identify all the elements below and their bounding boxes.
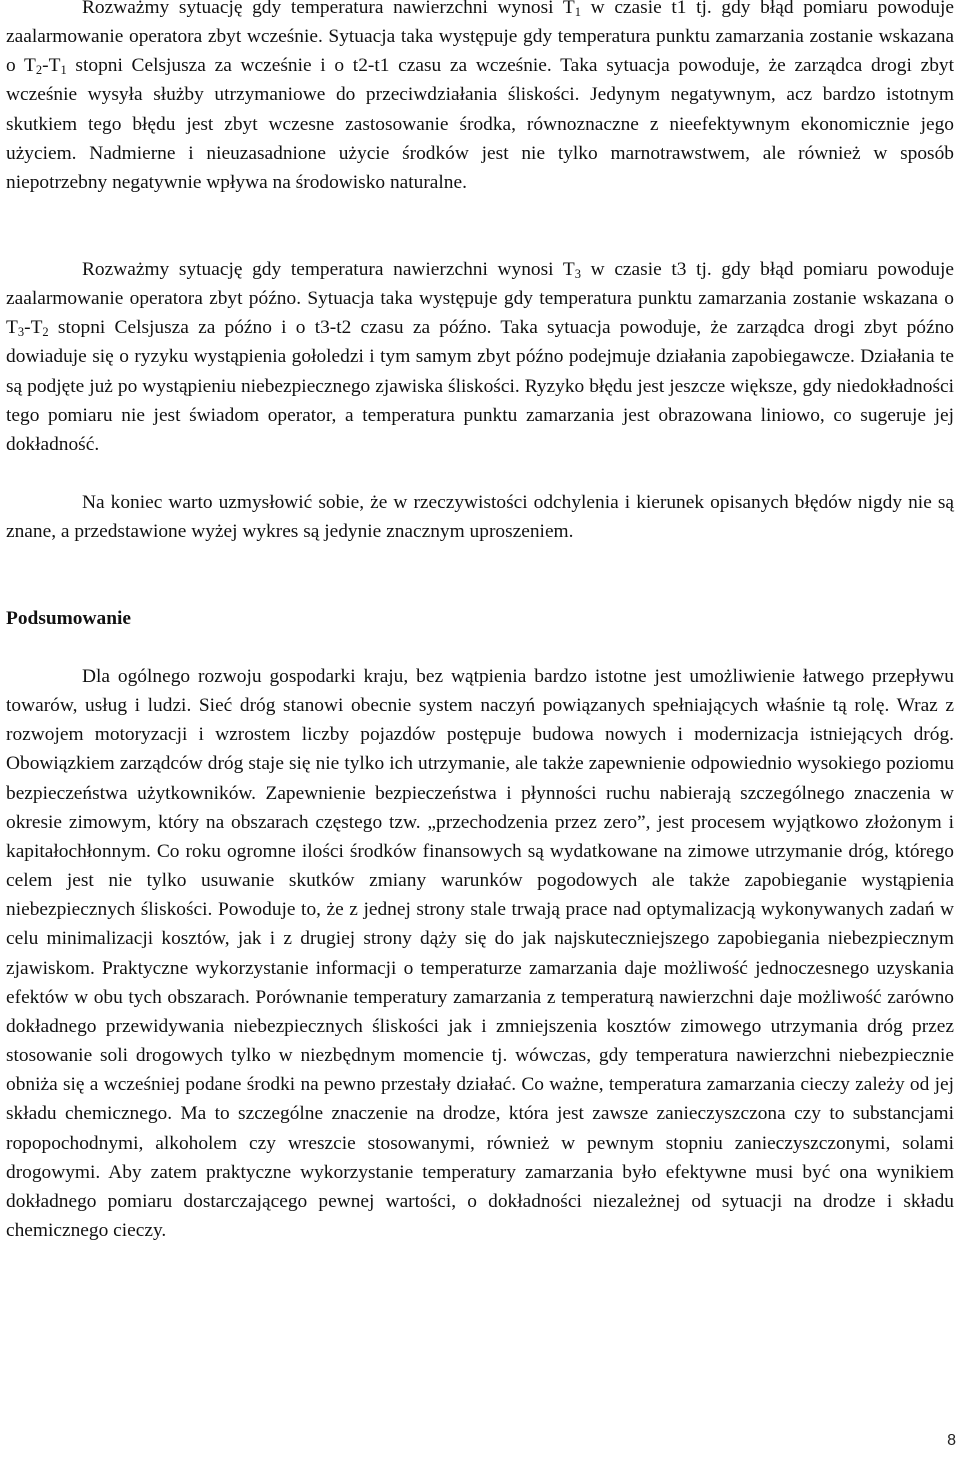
page-number: 8	[947, 1432, 956, 1449]
paragraph-late-alarm	[6, 255, 959, 459]
paragraph-text: -T	[24, 317, 43, 339]
subscript: 2	[42, 325, 49, 340]
paragraph-text: stopni Celsjusza za wcześnie i o t2-t1 czasu za wcześnie. Taka sytuacja powoduje, że zarządca drogi zbyt wcześnie wysyła służby utrzymaniowe do przeciwdziałania śliskości. Jedynym negatywnym, acz bardzo istotnym skutkiem tego błędu jest zbyt wczesne zastosowanie środka, równoznaczne z nieefektywnym ekonomicznie jego użyciem. Nadmierne i nieuzasadnione użycie środków jest nie tylko marnotrawstwem, ale również w sposób niepotrzebny negatywnie wpływa na środowisko naturalne.	[6, 55, 959, 193]
subscript: 2	[35, 63, 43, 78]
document-page	[6, 0, 959, 1460]
paragraph-text: stopni Celsjusza za późno i o t3-t2 czasu za późno. Taka sytuacja powoduje, że zarządca drogi zbyt późno dowiaduje się o ryzyku wystąpienia gołoledzi i tym samym zbyt późno podejmuje działania zapobiegawcze. Działania te są podjęte już po wystąpieniu niebezpiecznego zjawiska śliskości. Ryzyko błędu jest jeszcze większe, gdy niedokładności tego pomiaru nie jest świadom operator, a temperatura punktu zamarzania jest obrazowana liniowo, co sugeruje jej dokładność.	[6, 317, 959, 455]
subscript: 3	[574, 267, 581, 281]
paragraph-text: Rozważmy sytuację gdy temperatura nawierzchni wynosi T	[82, 259, 575, 280]
paragraph-text: Na koniec warto uzmysłowić sobie, że w rzeczywistości odchylenia i kierunek opisanych błędów nigdy nie są znane, a przedstawione wyżej wykres są jedynie znacznym uproszeniem.	[6, 492, 959, 543]
paragraph-early-alarm	[6, 0, 959, 197]
section-heading: Podsumowanie	[6, 608, 131, 629]
paragraph-text: -T	[42, 55, 61, 77]
paragraph-text: w czasie t3 tj. gdy błąd pomiaru powoduje zaalarmowanie operatora zbyt późno. Sytuacja taka występuje gdy temperatura punktu zamarzania zostanie wskazana o T	[6, 259, 959, 339]
paragraph-summary	[6, 662, 959, 1245]
paragraph-conclusion	[6, 488, 959, 546]
subscript: 1	[574, 5, 581, 19]
paragraph-text: Rozważmy sytuację gdy temperatura nawierzchni wynosi T	[82, 0, 575, 18]
paragraph-text: Dla ogólnego rozwoju gospodarki kraju, bez wątpienia bardzo istotne jest umożliwienie łatwego przepływu towarów, usług i ludzi. Sieć dróg stanowi obecnie system naczyń powiązanych spełniających właśnie tą rolę. Wraz z rozwojem motoryzacji i wzrostem liczby pojazdów postępuje budowa nowych i modernizacja istniejących dróg. Obowiązkiem zarządców dróg staje się nie tylko ich utrzymanie, ale także zapewnienie odpowiednio wysokiego poziomu bezpieczeństwa użytkowników. Zapewnienie bezpieczeństwa i płynności ruchu nabierają szczególnego znaczenia w okresie zimowym, który na obszarach częstego tzw. „przechodzenia przez zero”, jest procesem wyjątkowo złożonym i kapitałochłonnym. Co roku ogromne ilości środków finansowych są wydatkowane na zimowe utrzymanie dróg, którego celem jest nie tylko usuwanie skutków zmiany warunków pogodowych ale także zapobieganie wystąpienia niebezpiecznych śliskości. Powoduje to, że z jednej strony stale trwają prace nad optymalizacją wykonywanych zadań w celu minimalizacji kosztów, jak i z drugiej strony dąży się do jak najskuteczniejszego zapobiegania niebezpiecznym zjawiskom. Praktyczne wykorzystanie informacji o temperaturze zamarzania daje możliwość jednoczesnego uzyskania efektów w obu tych obszarach. Porównanie temperatury zamarzania z temperaturą nawierzchni daje możliwość zarówno dokładnego przewidywania niebezpiecznych śliskości jak i zmniejszenia kosztów zimowego utrzymania dróg przez stosowanie soli drogowych tylko w niezbędnym momencie tj. wówczas, gdy temperatura nawierzchni niebezpiecznie obniża się a wcześniej podane środki na pewno przestały działać. Co ważne, temperatura zamarzania cieczy zależy od jej składu chemicznego. Ma to szczególne znaczenie na drodze, która jest zawsze zanieczyszczona czy to substancjami ropopochodnymi, alkoholem czy wreszcie stosowanymi, również w pewnym stopniu zanieczyszczonymi, solami drogowymi. Aby zatem praktyczne wykorzystanie temperatury zamarzania było efektywne musi być ona wynikiem dokładnego pomiaru dostarczającego pewnej wartości, o dokładności niezależnej od sytuacji na drodze i składu chemicznego cieczy.	[6, 666, 959, 1241]
subscript: 1	[60, 63, 67, 78]
subscript: 3	[17, 325, 25, 340]
paragraph-text: w czasie t1 tj. gdy błąd pomiaru powoduje zaalarmowanie operatora zbyt wcześnie. Sytuacja taka występuje gdy temperatura punktu zamarzania zostanie wskazana o T	[6, 0, 959, 77]
